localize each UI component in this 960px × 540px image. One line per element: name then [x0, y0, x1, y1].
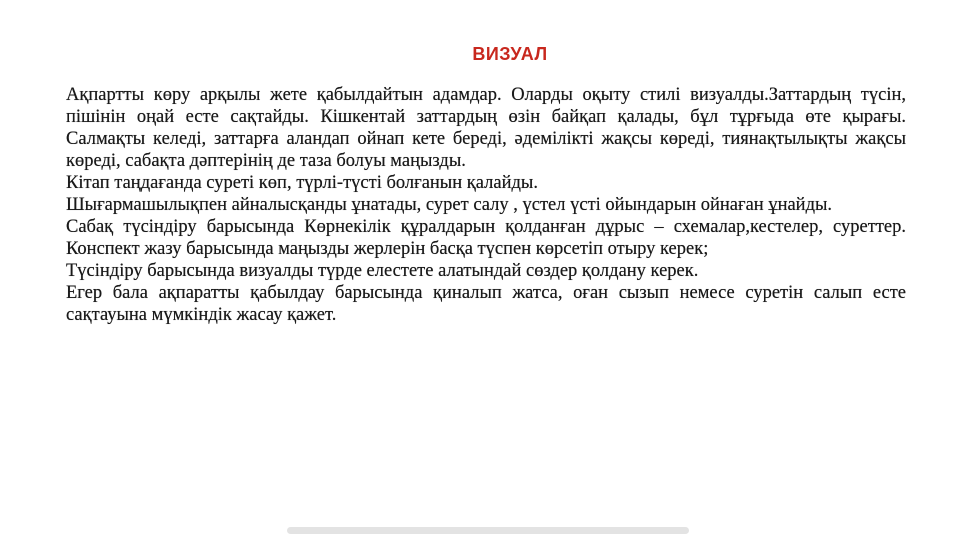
slide-title: ВИЗУАЛ	[472, 44, 548, 64]
paragraph-drawing-support: Егер бала ақпаратты қабылдау барысында қиналып жатса, оған сызып немесе суретін салып есте сақтауына мүмкіндік жасау қажет.	[66, 283, 906, 325]
paragraph-description: Ақпартты көру арқылы жете қабылдайтын адамдар. Оларды оқыту стилі визуалды.Заттардың түсін, пішінін оңай есте сақтайды. Кішкентай заттардың өзін байқап қалады, бұл тұрғыда өте қырағы. Салмақты келеді, заттарға аландап ойнап кете береді, әдемілікті жақсы көреді, тиянақтылықты жақсы көреді, сабақта дәптерінің де таза болуы маңызды.	[66, 85, 906, 171]
horizontal-scrollbar[interactable]	[287, 527, 689, 534]
paragraph-teaching-aids: Сабақ түсіндіру барысында Көрнекілік құралдарын қолданған дұрыс – схемалар,кестелер, суреттер. Конспект жазу барысында маңызды жерлерін басқа түспен көрсетіп отыру керек;	[66, 217, 906, 259]
paragraph-visual-words: Түсіндіру барысында визуалды түрде елестете алатындай сөздер қолдану керек.	[66, 261, 699, 281]
paragraph-creativity: Шығармашылықпен айналысқанды ұнатады, сурет салу , үстел үсті ойындарын ойнаған ұнайды.	[66, 195, 833, 215]
paragraph-book-choice: Кітап таңдағанда суреті көп, түрлі-түсті болғанын қалайды.	[66, 173, 538, 193]
slide-body	[66, 84, 906, 326]
